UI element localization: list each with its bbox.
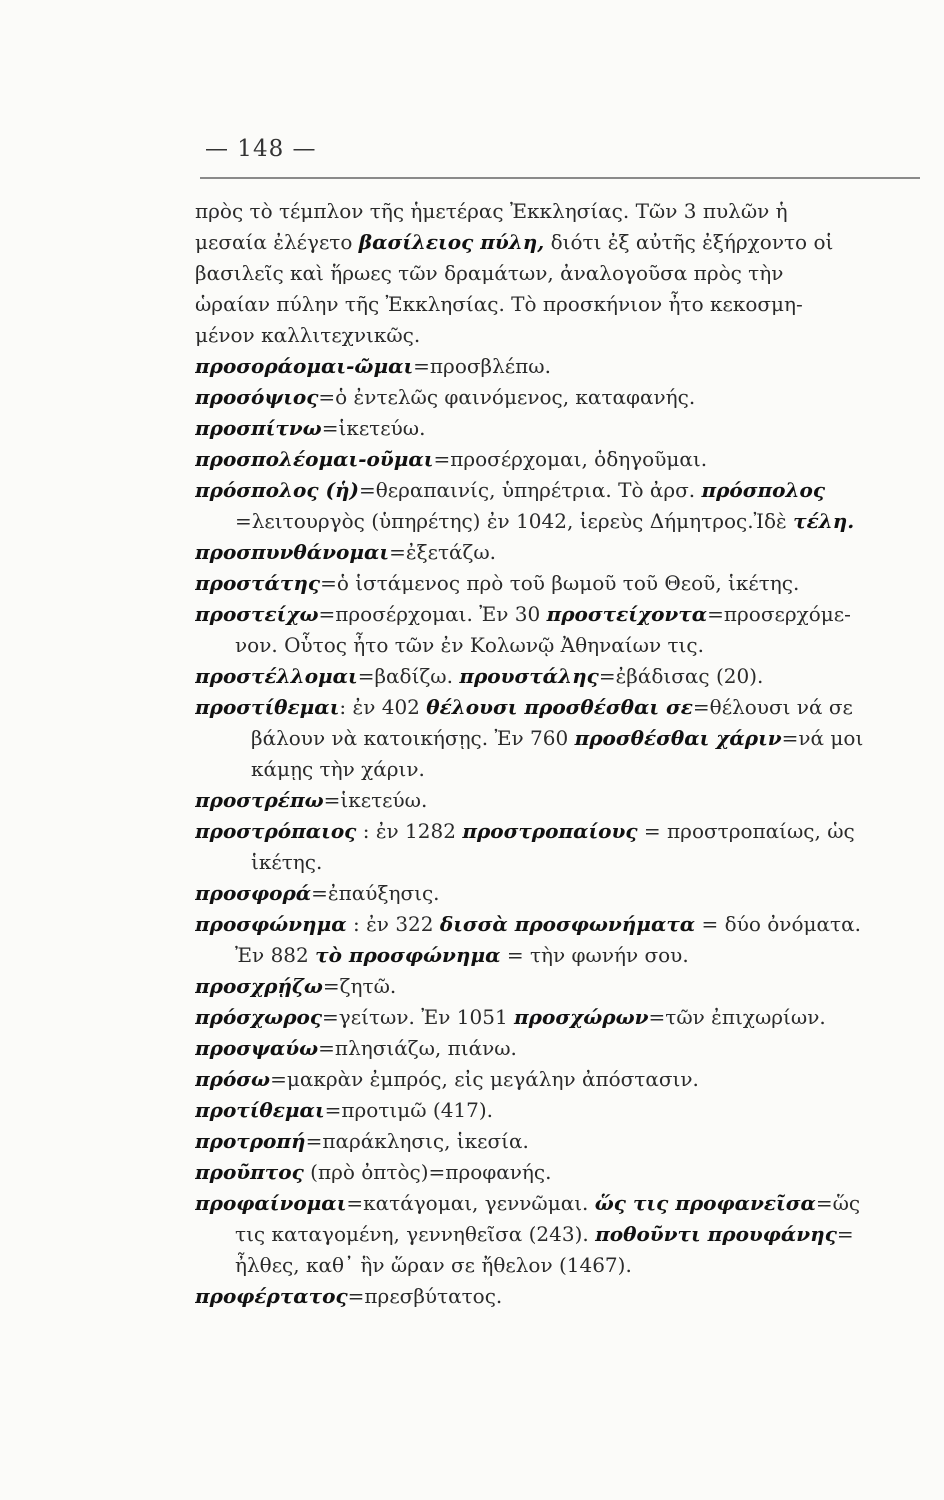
headword: προσφώνημα bbox=[195, 912, 347, 936]
headword: πρόσω bbox=[195, 1067, 271, 1091]
headword: προσψαύω bbox=[195, 1036, 319, 1060]
definition-text: =προσέρχομαι. Ἐν 30 bbox=[318, 602, 547, 626]
headword: δισσὰ προσφωνήματα bbox=[439, 912, 696, 936]
headword: ποθοῦντι προυφάνης bbox=[595, 1222, 837, 1246]
text-line bbox=[195, 723, 920, 754]
definition-text: =ἐβάδισας (20). bbox=[598, 664, 764, 688]
definition-text: =παράκλησις, ἱκεσία. bbox=[305, 1129, 529, 1153]
definition-text: ἦλθες, καθ᾽ ἣν ὥραν σε ἤθελον (1467). bbox=[235, 1253, 632, 1277]
headword: προστρέπω bbox=[195, 788, 324, 812]
text-line bbox=[195, 754, 920, 785]
headword: προῦπτος bbox=[195, 1160, 304, 1184]
headword: προτίθεμαι bbox=[195, 1098, 325, 1122]
definition-text: = τὴν φωνήν σου. bbox=[500, 943, 689, 967]
text-line bbox=[195, 289, 920, 320]
definition-text: μένον καλλιτεχνικῶς. bbox=[195, 323, 421, 347]
entry-line bbox=[195, 351, 920, 382]
definition-text: κάμῃς τὴν χάριν. bbox=[251, 757, 425, 781]
headword: τέλη. bbox=[793, 509, 855, 533]
definition-text: : ἐν 1282 bbox=[356, 819, 463, 843]
text-line bbox=[195, 258, 920, 289]
entry-line bbox=[195, 1188, 920, 1219]
entry-line bbox=[195, 413, 920, 444]
definition-text: νον. Οὗτος ἦτο τῶν ἐν Κολωνῷ Ἀθηναίων τις. bbox=[235, 633, 704, 657]
text-line bbox=[195, 847, 920, 878]
dictionary-body bbox=[195, 196, 920, 1312]
entry-line bbox=[195, 1002, 920, 1033]
definition-text: μεσαία ἐλέγετο bbox=[195, 230, 359, 254]
definition-text: =πρεσβύτατος. bbox=[347, 1284, 503, 1308]
definition-text: ἱκέτης. bbox=[251, 850, 323, 874]
page-number: — 148 — bbox=[205, 136, 317, 162]
text-line bbox=[195, 320, 920, 351]
entry-line bbox=[195, 816, 920, 847]
definition-text: =προσέρχομαι, ὁδηγοῦμαι. bbox=[433, 447, 708, 471]
definition-text: =ὁ ἐντελῶς φαινόμενος, καταφανής. bbox=[318, 385, 696, 409]
entry-line bbox=[195, 537, 920, 568]
entry-line bbox=[195, 971, 920, 1002]
definition-text: =ἱκετεύω. bbox=[321, 416, 426, 440]
headword: προσχρῄζω bbox=[195, 974, 323, 998]
entry-line bbox=[195, 692, 920, 723]
headword: προσθέσθαι χάριν bbox=[574, 726, 782, 750]
entry-line bbox=[195, 1126, 920, 1157]
definition-text: =ἱκετεύω. bbox=[323, 788, 428, 812]
header-rule bbox=[200, 177, 920, 179]
headword: προσπολέομαι-οῦμαι bbox=[195, 447, 434, 471]
entry-line bbox=[195, 1281, 920, 1312]
headword: πρόσπολος bbox=[701, 478, 826, 502]
text-line bbox=[195, 630, 920, 661]
definition-text: =κατάγομαι, γεννῶμαι. bbox=[346, 1191, 595, 1215]
definition-text: =προτιμῶ (417). bbox=[324, 1098, 494, 1122]
text-line bbox=[195, 1219, 920, 1250]
definition-text: = δύο ὀνόματα. bbox=[695, 912, 861, 936]
definition-text: =πλησιάζω, πιάνω. bbox=[318, 1036, 517, 1060]
headword: ὥς τις προφανεῖσα bbox=[594, 1191, 816, 1215]
entry-line bbox=[195, 1033, 920, 1064]
definition-text: = προστροπαίως, ὡς bbox=[637, 819, 855, 843]
entry-line bbox=[195, 909, 920, 940]
headword: προστείχω bbox=[195, 602, 319, 626]
headword: προσόψιος bbox=[195, 385, 319, 409]
headword: βασίλειος πύλη, bbox=[358, 230, 545, 254]
definition-text: =ὁ ἱστάμενος πρὸ τοῦ βωμοῦ τοῦ Θεοῦ, ἱκέτης. bbox=[320, 571, 800, 595]
text-line bbox=[195, 1250, 920, 1281]
definition-text: (πρὸ ὀπτὸς)=προφανής. bbox=[303, 1160, 552, 1184]
entry-line bbox=[195, 1157, 920, 1188]
definition-text: =τῶν ἐπιχωρίων. bbox=[648, 1005, 826, 1029]
definition-text: =γείτων. Ἐν 1051 bbox=[322, 1005, 515, 1029]
text-line bbox=[195, 196, 920, 227]
definition-text: =ἐξετάζω. bbox=[389, 540, 497, 564]
headword: προστάτης bbox=[195, 571, 321, 595]
entry-line bbox=[195, 444, 920, 475]
headword: προστροπαίους bbox=[462, 819, 638, 843]
definition-text: : ἐν 402 bbox=[339, 695, 427, 719]
headword: προσχώρων bbox=[514, 1005, 649, 1029]
headword: προστείχοντα bbox=[546, 602, 708, 626]
definition-text: ὡραίαν πύλην τῆς Ἐκκλησίας. Τὸ προσκήνιον ἦτο κεκοσμη- bbox=[195, 292, 803, 316]
definition-text: =βαδίζω. bbox=[357, 664, 460, 688]
definition-text: =προσερχόμε- bbox=[707, 602, 851, 626]
entry-line bbox=[195, 878, 920, 909]
entry-line bbox=[195, 1064, 920, 1095]
definition-text: Ἐν 882 bbox=[235, 943, 316, 967]
headword: προτροπή bbox=[195, 1129, 306, 1153]
definition-text: βασιλεῖς καὶ ἥρωες τῶν δραμάτων, ἀναλογοῦσα πρὸς τὴν bbox=[195, 261, 784, 285]
entry-line bbox=[195, 661, 920, 692]
text-line bbox=[195, 940, 920, 971]
headword: προσφορά bbox=[195, 881, 312, 905]
definition-text: = bbox=[836, 1222, 854, 1246]
headword: πρόσπολος (ἡ) bbox=[195, 478, 359, 502]
entry-line bbox=[195, 785, 920, 816]
definition-text: πρὸς τὸ τέμπλον τῆς ἡμετέρας Ἐκκλησίας. Τῶν 3 πυλῶν ἡ bbox=[195, 199, 788, 223]
headword: προυστάλης bbox=[459, 664, 599, 688]
definition-text: : ἐν 322 bbox=[346, 912, 440, 936]
entry-line bbox=[195, 475, 920, 506]
definition-text: =ζητῶ. bbox=[322, 974, 397, 998]
definition-text: =ὥς bbox=[815, 1191, 861, 1215]
headword: προσπυνθάνομαι bbox=[195, 540, 390, 564]
definition-text: =θεραπαινίς, ὑπηρέτρια. Τὸ ἀρσ. bbox=[358, 478, 702, 502]
entry-line bbox=[195, 1095, 920, 1126]
headword: πρόσχωρος bbox=[195, 1005, 323, 1029]
headword: προστέλλομαι bbox=[195, 664, 358, 688]
definition-text: =λειτουργὸς (ὑπηρέτης) ἐν 1042, ἱερεὺς Δήμητρος.Ἰδὲ bbox=[235, 509, 794, 533]
headword: θέλουσι προσθέσθαι σε bbox=[426, 695, 693, 719]
headword: προστρόπαιος bbox=[195, 819, 357, 843]
entry-line bbox=[195, 599, 920, 630]
headword: προφαίνομαι bbox=[195, 1191, 347, 1215]
definition-text: =νά μοι bbox=[781, 726, 864, 750]
text-line bbox=[195, 227, 920, 258]
headword: προφέρτατος bbox=[195, 1284, 348, 1308]
definition-text: =θέλουσι νά σε bbox=[692, 695, 853, 719]
headword: τὸ προσφώνημα bbox=[315, 943, 501, 967]
definition-text: τις καταγομένη, γεννηθεῖσα (243). bbox=[235, 1222, 596, 1246]
definition-text: =ἐπαύξησις. bbox=[311, 881, 440, 905]
definition-text: =προσβλέπω. bbox=[413, 354, 551, 378]
headword: προσπίτνω bbox=[195, 416, 322, 440]
definition-text: =μακρὰν ἐμπρός, εἰς μεγάλην ἀπόστασιν. bbox=[270, 1067, 699, 1091]
entry-line bbox=[195, 568, 920, 599]
text-line bbox=[195, 506, 920, 537]
headword: προσοράομαι-ῶμαι bbox=[195, 354, 414, 378]
entry-line bbox=[195, 382, 920, 413]
definition-text: βάλουν νὰ κατοικήσῃς. Ἐν 760 bbox=[251, 726, 575, 750]
definition-text: διότι ἐξ αὐτῆς ἐξήρχοντο οἱ bbox=[544, 230, 834, 254]
headword: προστίθεμαι bbox=[195, 695, 340, 719]
